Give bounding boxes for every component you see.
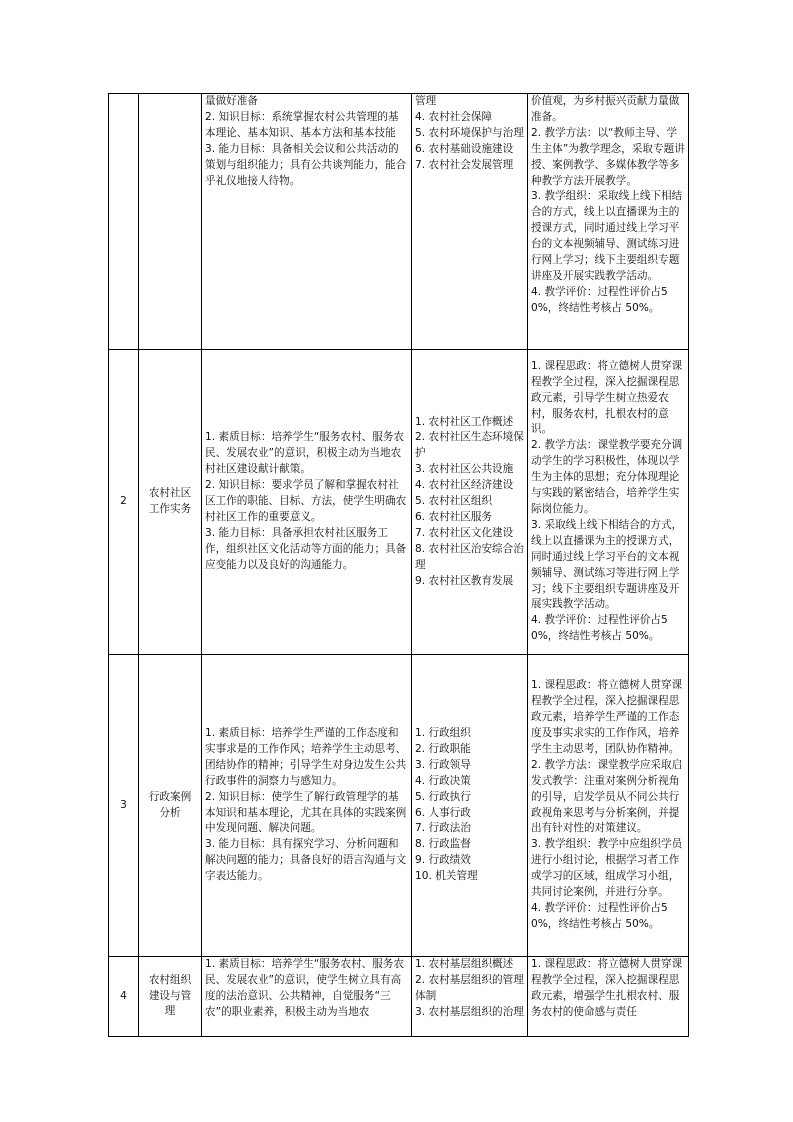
content-item: 7. 农村社区文化建设 [415, 526, 514, 539]
content-item: 8. 农村社区治安综合治理 [415, 542, 524, 571]
content-item: 4. 行政决策 [415, 774, 471, 787]
content-item: 4. 农村社区经济建设 [415, 479, 514, 492]
course-name [139, 94, 202, 350]
content-item: 1. 行政组织 [415, 726, 471, 739]
course-name: 行政案例分析 [139, 655, 202, 957]
goal-item: 1. 素质目标：培养学生严谨的工作态度和实事求是的工作作风；培养学生主动思考、团结协作的精神；引导学生对身边发生公共行政事件的洞察力与感知力。 [205, 726, 407, 787]
table-row [109, 94, 689, 350]
requirement-item: 1. 课程思政：将立德树人贯穿课程教学全过程，深入挖掘课程思政元素，增强学生扎根农村、服务农村的使命感与责任 [531, 958, 683, 1018]
course-goals [202, 350, 412, 655]
requirement-item: 价值观，为乡村振兴贡献力量做准备。 [531, 95, 680, 123]
requirement-item: 1. 课程思政：将立德树人贯穿课程教学全过程，深入挖掘课程思政元素，培养学生严谨的工作态度及事实求实的工作作风，培养学生主动思考，团队协作精神。 [531, 679, 683, 755]
content-item: 1. 农村基层组织概述 [415, 958, 514, 970]
requirement-item: 3. 教学组织：教学中应组织学员进行小组讨论，根据学习者工作或学习的区域，组成学习小组，共同讨论案例，并进行分享。 [531, 838, 683, 899]
requirement-item: 4. 教学评价：过程性评价占50%，终结性考核占 50%。 [531, 614, 668, 643]
course-name: 农村组织建设与管理 [139, 957, 202, 1037]
goal-item: 3. 能力目标：具有探究学习、分析问题和解决问题的能力；具备良好的语言沟通与文字表达能力。 [205, 838, 407, 883]
content-item: 7. 农村社会发展管理 [415, 158, 514, 171]
requirement-item: 1. 课程思政：将立德树人贯穿课程教学全过程，深入挖掘课程思政元素，引导学生树立热爱农村，服务农村，扎根农村的意识。 [531, 359, 683, 436]
requirement-item: 4. 教学评价：过程性评价占50%，终结性考核占 50%。 [531, 285, 668, 314]
course-table [108, 93, 689, 1037]
course-goals [202, 655, 412, 957]
teaching-requirements [528, 655, 689, 957]
content-item: 5. 农村环境保护与治理 [415, 126, 524, 139]
content-item: 4. 农村社会保障 [415, 110, 493, 123]
course-name: 农村社区工作实务 [139, 350, 202, 655]
requirement-item: 2. 教学方法：以“教师主导、学生主体”为教学理念，采取专题讲授、案例教学、多媒体教学等多种教学方法开展教学。 [531, 126, 685, 187]
goal-item: 3. 能力目标：具备承担农村社区服务工作，组织社区文化活动等方面的能力；具备应变能力以及良好的沟通能力。 [205, 526, 407, 571]
content-item: 10. 机关管理 [415, 870, 478, 883]
content-item: 管理 [415, 95, 437, 107]
requirement-item: 2. 教学方法：课堂教学应采取启发式教学：注重对案例分析视角的引导，启发学员从不同公共行政视角来思考与分析案例，并提出有针对性的对策建议。 [531, 758, 683, 835]
goal-item: 2. 知识目标：使学生了解行政管理学的基本知识和基本理论，尤其在具体的实践案例中发现问题、解决问题。 [205, 790, 407, 835]
table-row [109, 655, 689, 957]
course-content [412, 94, 528, 350]
goal-item: 1. 素质目标：培养学生“服务农村、服务农民、发展农业”的意识，积极主动为当地农村社区建设献计献策。 [205, 431, 405, 476]
teaching-requirements [528, 94, 689, 350]
content-item: 3. 行政领导 [415, 758, 471, 771]
row-number [109, 94, 139, 350]
course-content [412, 655, 528, 957]
requirement-item: 3. 采取线上线下相结合的方式，线上以直播课为主的授课方式，同时通过线上学习平台的文本视频辅导、测试练习等进行网上学习；线下主要组织专题讲座及开展实践教学活动。 [531, 518, 683, 611]
content-item: 7. 行政法治 [415, 822, 471, 835]
content-item: 2. 农村社区生态环境保护 [415, 431, 524, 460]
content-item: 3. 农村基层组织的治理 [415, 1005, 524, 1018]
row-number: 3 [109, 655, 139, 957]
course-goals [202, 94, 412, 350]
goal-item: 2. 知识目标：要求学员了解和掌握农村社区工作的职能、目标、方法，使学生明确农村社区工作的重要意义。 [205, 479, 407, 523]
requirement-item: 3. 教学组织：采取线上线下相结合的方式，线上以直播课为主的授课方式，同时通过线上学习平台的文本视频辅导、测试练习进行网上学习；线下主要组织专题讲座及开展实践教学活动。 [531, 190, 683, 282]
requirement-item: 4. 教学评价：过程性评价占50%，终结性考核占 50%。 [531, 901, 668, 930]
content-item: 6. 农村社区服务 [415, 510, 493, 523]
content-item: 5. 行政执行 [415, 790, 471, 803]
content-item: 1. 农村社区工作概述 [415, 415, 514, 428]
content-item: 2. 农村基层组织的管理体制 [415, 973, 524, 1002]
goal-item: 1. 素质目标：培养学生“服务农村、服务农民、发展农业”的意识，使学生树立具有高度的法治意识、公共精神，自觉服务“三农”的职业素养，积极主动为当地农 [205, 958, 405, 1018]
table-row [109, 350, 689, 655]
teaching-requirements [528, 957, 689, 1037]
row-number: 2 [109, 350, 139, 655]
content-item: 6. 农村基础设施建设 [415, 142, 514, 155]
content-item: 6. 人事行政 [415, 806, 471, 819]
course-content [412, 957, 528, 1037]
content-item: 2. 行政职能 [415, 742, 471, 755]
content-item: 9. 行政绩效 [415, 854, 471, 867]
goal-item: 3. 能力目标：具备相关会议和公共活动的策划与组织能力；具有公共谈判能力，能合乎礼仪地接人待物。 [205, 142, 407, 187]
course-goals [202, 957, 412, 1037]
table-row [109, 957, 689, 1037]
content-item: 3. 农村社区公共设施 [415, 463, 514, 476]
content-item: 8. 行政监督 [415, 838, 471, 851]
goal-item: 量做好准备 [205, 95, 258, 107]
row-number: 4 [109, 957, 139, 1037]
requirement-item: 2. 教学方法：课堂教学要充分调动学生的学习积极性，体现以学生为主体的思想；充分体现理论与实践的紧密结合，培养学生实际岗位能力。 [531, 439, 683, 515]
content-item: 9. 农村社区教育发展 [415, 574, 514, 587]
content-item: 5. 农村社区组织 [415, 495, 493, 508]
teaching-requirements [528, 350, 689, 655]
goal-item: 2. 知识目标：系统掌握农村公共管理的基本理论、基本知识、基本方法和基本技能 [205, 110, 399, 139]
course-content [412, 350, 528, 655]
